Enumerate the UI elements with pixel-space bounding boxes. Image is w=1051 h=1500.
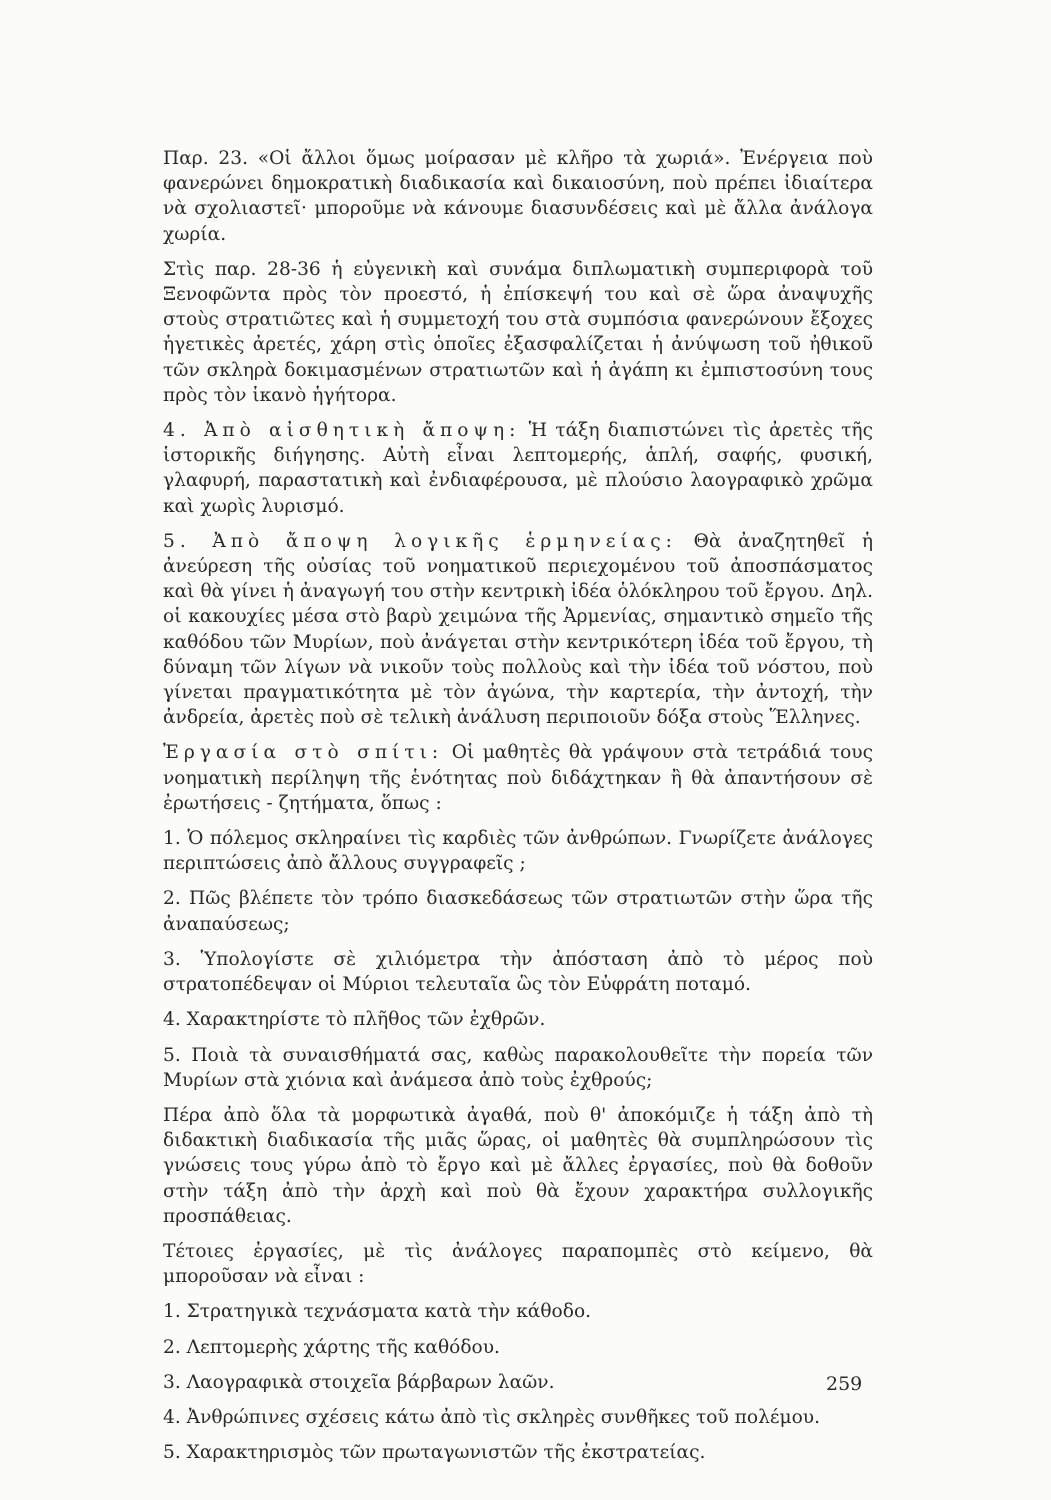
paragraph-tasks-intro: Τέτοιες ἐργασίες, μὲ τὶς ἀνάλογες παραπομπὲς στὸ κείμενο, θὰ μποροῦσαν νὰ εἶναι : — [163, 1240, 873, 1288]
page-body — [163, 146, 873, 1475]
aesthetic-text: Ἡ τάξη διαπιστώνει τὶς ἀρετὲς τῆς ἱστορικῆς διήγησης. Αὐτὴ εἶναι λεπτομερής, ἁπλή, σαφής, φυσική, γλαφυρή, παραστατικὴ καὶ ἐνδιαφέρουσα, μὲ πλούσιο λαογραφικὸ χρῶμα καὶ χωρὶς λυρισμό. — [163, 420, 873, 517]
list-item: 5. Ποιὰ τὰ συναισθήματά σας, καθὼς παρακολουθεῖτε τὴν πορεία τῶν Μυρίων στὰ χιόνια καὶ ἀνάμεσα ἀπὸ τοὺς ἐχθρούς; — [163, 1044, 873, 1091]
list-item: 5. Χαρακτηρισμὸς τῶν πρωταγωνιστῶν τῆς ἐκστρατείας. — [163, 1442, 706, 1464]
aesthetic-heading: 4. Ἀπὸ αἰσθητικὴ ἄποψη: — [163, 420, 521, 442]
questions-list — [163, 826, 873, 1093]
list-item: 4. Ἀνθρώπινες σχέσεις κάτω ἀπὸ τὶς σκληρὲς συνθῆκες τοῦ πολέμου. — [163, 1406, 820, 1428]
homework-heading: Ἐργασία στὸ σπίτι: — [163, 742, 444, 764]
paragraph-closing: Πέρα ἀπὸ ὅλα τὰ μορφωτικὰ ἀγαθά, ποὺ θ' ἀποκόμιζε ἡ τάξη ἀπὸ τὴ διδακτικὴ διαδικασία τῆς μιᾶς ὥρας, οἱ μαθητὲς θὰ συμπληρώσουν τὶς γνώσεις τους γύρω ἀπὸ τὸ ἔργο καὶ μὲ ἄλλες ἐργασίες, ποὺ θὰ δοθοῦν στὴν τάξη ἀπὸ τὴν ἀρχὴ καὶ ποὺ θὰ ἔχουν χαρακτήρα συλλογικῆς προσπάθειας. — [163, 1104, 873, 1227]
homework-text: Οἱ μαθητὲς θὰ γράψουν στὰ τετράδιά τους νοηματικὴ περίληψη τῆς ἑνότητας ποὺ διδάχτηκαν ἢ θὰ ἀπαντήσουν σὲ ἐρωτήσεις - ζητήματα, ὅπως : — [163, 742, 873, 814]
list-item: 2. Λεπτομερὴς χάρτης τῆς καθόδου. — [163, 1336, 500, 1358]
paragraph-logical — [163, 529, 873, 731]
paragraph-par28-36: Στὶς παρ. 28-36 ἡ εὐγενικὴ καὶ συνάμα διπλωματικὴ συμπεριφορὰ τοῦ Ξενοφῶντα πρὸς τὸν προεστό, ἡ ἐπίσκεψή του καὶ σὲ ὥρα ἀναψυχῆς στοὺς στρατιῶτες καὶ ἡ συμμετοχή του στὰ συμπόσια φανερώνουν ἔξοχες ἡγετικὲς ἀρετές, χάρη στὶς ὁποῖες ἐξασφαλίζεται ἡ ἀνύψωση τοῦ ἠθικοῦ τῶν σκληρὰ δοκιμασμένων στρατιωτῶν καὶ ἡ ἀγάπη κι ἐμπιστοσύνη τους πρὸς τὸν ἱκανὸ ἡγήτορα. — [163, 258, 873, 406]
paragraph-par23: Παρ. 23. «Οἱ ἄλλοι ὅμως μοίρασαν μὲ κλῆρο τὰ χωριά». Ἐνέργεια ποὺ φανερώνει δημοκρατικὴ διαδικασία καὶ δικαιοσύνη, ποὺ πρέπει ἰδιαίτερα νὰ σχολιαστεῖ· μποροῦμε νὰ κάνουμε διασυνδέσεις καὶ μὲ ἄλλα ἀνάλογα χωρία. — [163, 148, 873, 245]
list-item: 4. Χαρακτηρίστε τὸ πλῆθος τῶν ἐχθρῶν. — [163, 1009, 546, 1031]
list-item: 3. Ὑπολογίστε σὲ χιλιόμετρα τὴν ἀπόσταση ἀπὸ τὸ μέρος ποὺ στρατοπέδεψαν οἱ Μύριοι τελευταῖα ὣς τὸν Εὐφράτη ποταμό. — [163, 948, 873, 996]
list-item: 3. Λαογραφικὰ στοιχεῖα βάρβαρων λαῶν. — [163, 1371, 555, 1393]
paragraph-homework — [163, 740, 873, 816]
tasks-list — [163, 1299, 873, 1465]
list-item: 2. Πῶς βλέπετε τὸν τρόπο διασκεδάσεως τῶν στρατιωτῶν στὴν ὥρα τῆς ἀναπαύσεως; — [163, 888, 873, 935]
list-item: 1. Ὁ πόλεμος σκληραίνει τὶς καρδιὲς τῶν ἀνθρώπων. Γνωρίζετε ἀνάλογες περιπτώσεις ἀπὸ ἄλλους συγγραφεῖς ; — [163, 828, 873, 875]
page-number: 259 — [826, 1373, 863, 1395]
list-item: 1. Στρατηγικὰ τεχνάσματα κατὰ τὴν κάθοδο. — [163, 1301, 592, 1323]
paragraph-aesthetic — [163, 418, 873, 519]
logical-text: Θὰ ἀναζητηθεῖ ἡ ἀνεύρεση τῆς οὐσίας τοῦ νοηματικοῦ περιεχομένου τοῦ ἀποσπάσματος καὶ θὰ γίνει ἡ ἀναγωγή του στὴν κεντρικὴ ἰδέα ὁλόκληρου τοῦ ἔργου. Δηλ. οἱ κακουχίες μέσα στὸ βαρὺ χειμώνα τῆς Ἀρμενίας, σημαντικὸ σημεῖο τῆς καθόδου τῶν Μυρίων, ποὺ ἀνάγεται στὴν κεντρικότερη ἰδέα τοῦ ἔργου, τὴ δύναμη τῶν λίγων νὰ νικοῦν τοὺς πολλοὺς καὶ τὴν ἰδέα τοῦ νόστου, ποὺ γίνεται πραγματικότητα μὲ τὸν ἀγώνα, τὴν καρτερία, τὴν ἀντοχή, τὴν ἀνδρεία, ἀρετὲς ποὺ σὲ τελικὴ ἀνάλυση περιποιοῦν δόξα στοὺς Ἕλληνες. — [163, 530, 873, 729]
logical-heading: 5. Ἀπὸ ἄποψη λογικῆς ἑρμηνείας: — [163, 530, 677, 552]
